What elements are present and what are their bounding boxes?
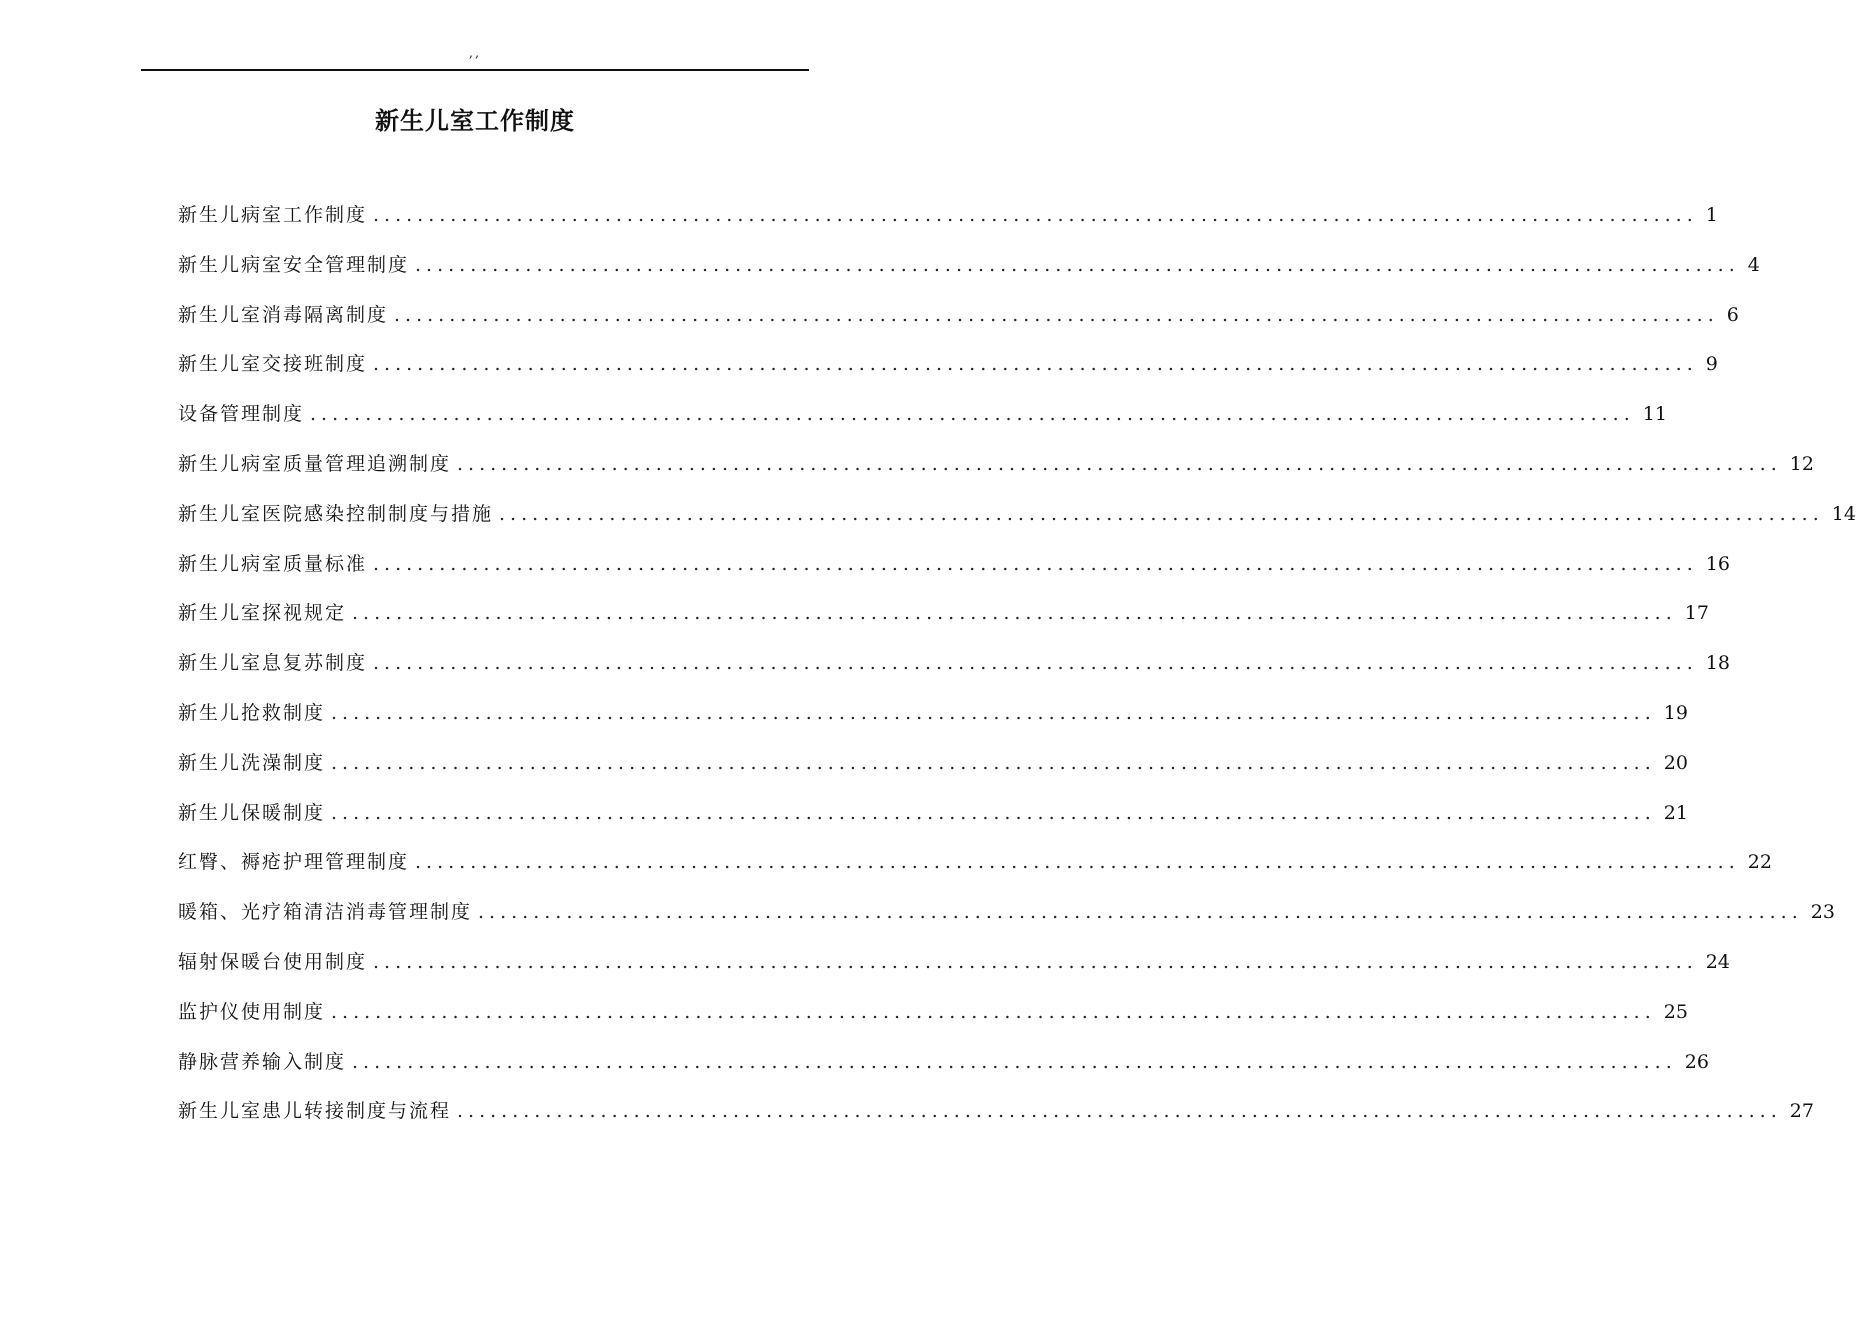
toc-entry[interactable] — [178, 997, 1688, 1047]
toc-entry-title: 新生儿室医院感染控制制度与措施 — [178, 502, 494, 525]
toc-leader-dots: ........................................................................................................................ — [373, 652, 1698, 675]
toc-entry[interactable] — [178, 648, 1730, 698]
toc-entry[interactable] — [178, 250, 1760, 300]
toc-leader-dots: ........................................................................................................................ — [352, 602, 1677, 625]
toc-entry-title: 新生儿病室质量管理追溯制度 — [178, 452, 452, 475]
toc-leader-dots: ........................................................................................................................ — [373, 950, 1698, 973]
toc-entry-page: 18 — [1705, 652, 1730, 675]
document-title: 新生儿室工作制度 — [375, 107, 575, 135]
toc-leader-dots: ........................................................................................................................ — [331, 1000, 1656, 1023]
toc-entry-title: 设备管理制度 — [178, 403, 305, 426]
toc-entry-title: 新生儿室消毒隔离制度 — [178, 303, 389, 326]
toc-leader-dots: ........................................................................................................................ — [457, 452, 1782, 475]
toc-leader-dots: ........................................................................................................................ — [331, 751, 1656, 774]
toc-entry-page: 23 — [1810, 901, 1835, 924]
toc-entry[interactable] — [178, 549, 1730, 599]
toc-entry[interactable] — [178, 499, 1856, 549]
toc-entry[interactable] — [178, 1047, 1709, 1097]
toc-entry-page: 22 — [1747, 851, 1772, 874]
toc-leader-dots: ........................................................................................................................ — [373, 552, 1698, 575]
toc-entry-title: 静脉营养输入制度 — [178, 1050, 347, 1073]
toc-leader-dots: ........................................................................................................................ — [478, 901, 1803, 924]
toc-entry-page: 12 — [1789, 452, 1814, 475]
toc-entry-title: 监护仪使用制度 — [178, 1000, 326, 1023]
toc-entry[interactable] — [178, 1096, 1814, 1146]
toc-entry-page: 14 — [1831, 502, 1856, 525]
toc-leader-dots: ........................................................................................................................ — [310, 403, 1635, 426]
toc-leader-dots: ........................................................................................................................ — [415, 253, 1740, 276]
toc-entry-title: 新生儿室探视规定 — [178, 602, 347, 625]
toc-entry[interactable] — [178, 349, 1718, 399]
toc-entry-title: 新生儿保暖制度 — [178, 801, 326, 824]
toc-entry-title: 新生儿病室安全管理制度 — [178, 253, 410, 276]
toc-leader-dots: ........................................................................................................................ — [373, 353, 1698, 376]
toc-entry-title: 新生儿洗澡制度 — [178, 751, 326, 774]
toc-entry-title: 新生儿室患儿转接制度与流程 — [178, 1100, 452, 1123]
toc-entry-page: 21 — [1663, 801, 1688, 824]
toc-entry[interactable] — [178, 798, 1688, 848]
toc-leader-dots: ........................................................................................................................ — [331, 801, 1656, 824]
toc-entry[interactable] — [178, 598, 1709, 648]
toc-entry-title: 辐射保暖台使用制度 — [178, 950, 368, 973]
toc-entry-page: 19 — [1663, 701, 1688, 724]
toc-entry[interactable] — [178, 748, 1688, 798]
toc-entry[interactable] — [178, 897, 1835, 947]
toc-entry-page: 9 — [1705, 353, 1718, 376]
toc-leader-dots: ........................................................................................................................ — [415, 851, 1740, 874]
toc-entry-title: 新生儿室息复苏制度 — [178, 652, 368, 675]
toc-leader-dots: ........................................................................................................................ — [331, 701, 1656, 724]
table-of-contents — [178, 200, 1856, 1146]
toc-entry[interactable] — [178, 449, 1814, 499]
toc-entry[interactable] — [178, 399, 1667, 449]
toc-leader-dots: ........................................................................................................................ — [457, 1100, 1782, 1123]
toc-entry-title: 新生儿病室工作制度 — [178, 204, 368, 226]
toc-entry-page: 27 — [1789, 1100, 1814, 1123]
toc-entry[interactable] — [178, 847, 1772, 897]
toc-entry-title: 新生儿室交接班制度 — [178, 353, 368, 376]
toc-entry[interactable] — [178, 200, 1718, 250]
toc-entry-page: 6 — [1726, 303, 1739, 326]
toc-entry-page: 16 — [1705, 552, 1730, 575]
toc-entry[interactable] — [178, 300, 1739, 350]
toc-leader-dots: ........................................................................................................................ — [352, 1050, 1677, 1073]
toc-entry-page: 25 — [1663, 1000, 1688, 1023]
toc-entry-page: 17 — [1684, 602, 1709, 625]
toc-entry-page: 20 — [1663, 751, 1688, 774]
toc-leader-dots: ........................................................................................................................ — [373, 204, 1698, 226]
toc-entry-title: 红臀、褥疮护理管理制度 — [178, 851, 410, 874]
toc-entry[interactable] — [178, 698, 1688, 748]
toc-entry-title: 新生儿抢救制度 — [178, 701, 326, 724]
toc-entry-page: 1 — [1705, 204, 1718, 226]
toc-entry-page: 4 — [1747, 253, 1760, 276]
toc-entry-page: 26 — [1684, 1050, 1709, 1073]
toc-leader-dots: ........................................................................................................................ — [499, 502, 1824, 525]
header-rule — [141, 69, 809, 71]
toc-entry-page: 24 — [1705, 950, 1730, 973]
toc-entry-page: 11 — [1642, 403, 1667, 426]
toc-entry-title: 新生儿病室质量标准 — [178, 552, 368, 575]
toc-entry-title: 暖箱、光疗箱清洁消毒管理制度 — [178, 901, 473, 924]
toc-leader-dots: ........................................................................................................................ — [394, 303, 1719, 326]
toc-entry[interactable] — [178, 947, 1730, 997]
header-mark: ,, — [468, 46, 482, 61]
